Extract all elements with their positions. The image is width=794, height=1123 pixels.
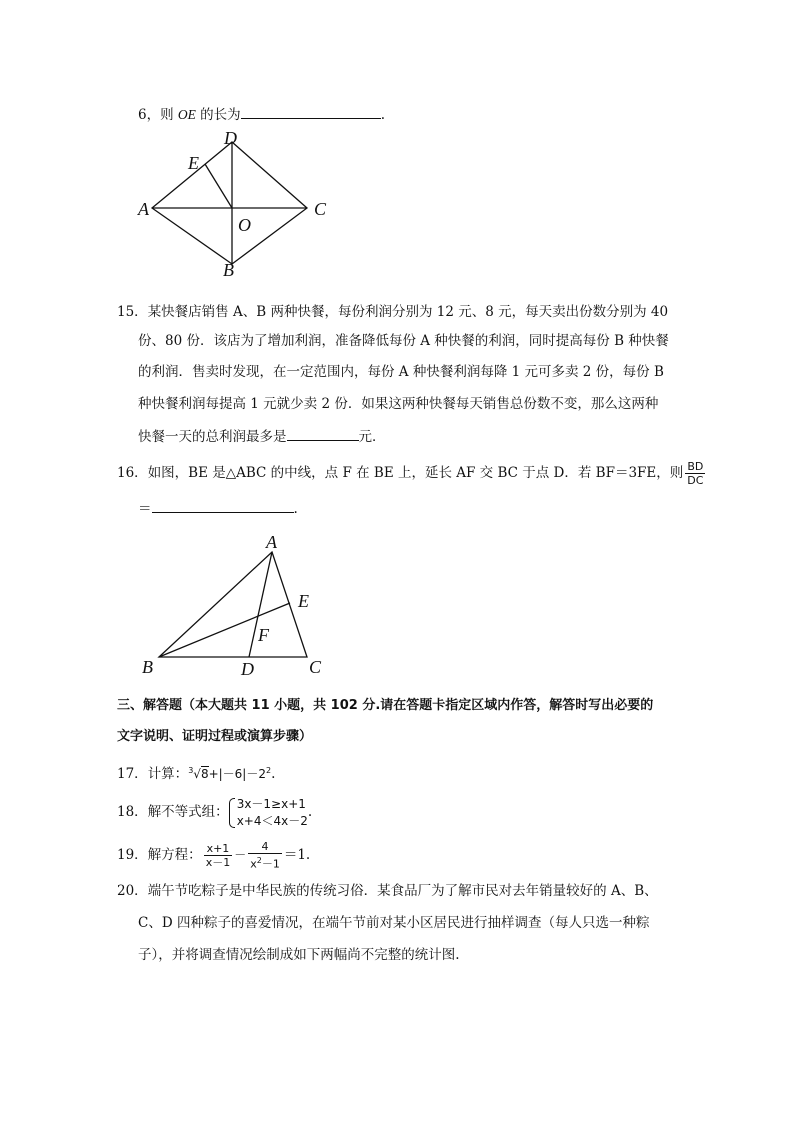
q19-number: 19． xyxy=(117,847,148,863)
q20-text-1: 端午节吃粽子是中华民族的传统习俗．某食品厂为了解市民对去年销量较好的 A、B、 xyxy=(147,883,658,899)
q17-end: . xyxy=(271,766,276,782)
q15-line-4 xyxy=(138,394,658,414)
q18-label: 解不等式组： xyxy=(147,804,229,820)
q16-ratio-fraction xyxy=(685,460,705,487)
q19-rhs: ＝1. xyxy=(283,847,311,863)
q17 xyxy=(117,761,275,784)
q20-text-2: C、D 四种粽子的喜爱情况，在端午节前对某小区居民进行抽样调查（每人只选一种粽 xyxy=(138,915,650,931)
fig1-label-e: E xyxy=(188,153,199,173)
q16-line-2 xyxy=(138,498,298,519)
q19-f1-den: x－1 xyxy=(205,856,231,869)
q14-answer-blank[interactable] xyxy=(241,104,381,119)
fig1-label-b: B xyxy=(223,260,234,276)
median-be xyxy=(159,603,290,657)
q17-power: 2 xyxy=(266,766,272,775)
q16-frac-num: BD xyxy=(685,460,705,474)
q17-rest: +|－6|－2 xyxy=(208,767,266,781)
q19-f2-den-var: x xyxy=(250,857,257,871)
figure-rhombus xyxy=(130,128,340,276)
fig2-label-c: C xyxy=(309,657,322,677)
q15-line-1 xyxy=(117,302,668,322)
fig1-label-d: D xyxy=(224,128,237,148)
q15-text-3: 的利润．售卖时发现，在一定范围内，每份 A 种快餐利润每降 1 元可多卖 2 份，每份 B xyxy=(138,364,664,380)
section3-heading-1 xyxy=(117,696,653,716)
q19-f2-num: 4 xyxy=(248,840,282,854)
fig2-label-b: B xyxy=(142,657,153,677)
q16-eq: ＝ xyxy=(138,501,152,517)
q15-text-4: 种快餐利润每提高 1 元就少卖 2 份．如果这两种快餐每天销售总份数不变，那么这两种 xyxy=(138,396,659,412)
segment-oe xyxy=(205,164,232,208)
section3-text-2: 文字说明、证明过程或演算步骤） xyxy=(117,729,313,744)
fig2-label-f: F xyxy=(258,625,269,645)
q15-answer-blank[interactable] xyxy=(287,426,359,441)
q16-text: 如图，BE 是△ABC 的中线，点 F 在 BE 上，延长 AF 交 BC 于点 D．若 BF＝3FE，则 xyxy=(147,465,684,481)
q18 xyxy=(117,793,312,831)
section3-text-1: 三、解答题（本大题共 11 小题，共 102 分.请在答题卡指定区域内作答，解答时写出必要的 xyxy=(117,698,654,713)
q18-end: . xyxy=(307,804,313,820)
q20-number: 20． xyxy=(117,883,148,899)
q19-fraction-2 xyxy=(248,840,282,871)
q20-line-2 xyxy=(138,913,649,933)
q16-line-1 xyxy=(117,460,707,487)
q17-number: 17． xyxy=(117,766,148,782)
q19 xyxy=(117,837,310,873)
q18-system xyxy=(229,796,308,830)
fig1-label-c: C xyxy=(314,199,327,219)
q14-var: OE xyxy=(177,107,196,122)
q18-row-2: x+4＜4x－2 xyxy=(236,813,308,828)
q18-number: 18． xyxy=(117,804,148,820)
q19-fraction-1 xyxy=(204,842,233,869)
q17-label: 计算： xyxy=(147,766,189,782)
q17-root-index: 3 xyxy=(188,766,194,775)
q16-answer-blank[interactable] xyxy=(152,498,294,513)
q15-last-prefix: 快餐一天的总利润最多是 xyxy=(138,429,287,445)
fig2-label-e: E xyxy=(298,591,309,611)
q14-prefix: 6，则 xyxy=(138,107,178,123)
q16-frac-den: DC xyxy=(687,474,704,487)
fig2-label-a: A xyxy=(266,532,277,552)
q15-text-2: 份、80 份．该店为了增加利润，准备降低每份 A 种快餐的利润，同时提高每份 B 种快餐 xyxy=(138,333,669,349)
section3-heading-2 xyxy=(117,727,312,747)
q20-text-3: 子），并将调查情况绘制成如下两幅尚不完整的统计图. xyxy=(138,947,460,963)
q17-expression xyxy=(188,767,271,781)
q15-line-5 xyxy=(138,426,386,447)
q18-row-1: 3x－1≥x+1 xyxy=(236,796,306,811)
q19-f2-den-tail: －1 xyxy=(261,857,280,871)
q19-label: 解方程： xyxy=(147,847,202,863)
figure-triangle xyxy=(135,532,335,680)
q16-end: . xyxy=(293,501,298,517)
fig1-label-o: O xyxy=(238,215,251,235)
q20-line-3 xyxy=(138,945,460,965)
q19-f2-pow: 2 xyxy=(256,856,262,866)
q19-minus: － xyxy=(234,848,247,862)
q15-text-1: 某快餐店销售 A、B 两种快餐，每份利润分别为 12 元、8 元，每天卖出份数分别为 40 xyxy=(147,304,669,320)
q16-number: 16． xyxy=(117,465,148,481)
q19-f2-den xyxy=(248,854,282,871)
radical-sign-icon: √ xyxy=(193,767,201,781)
q20-line-1 xyxy=(117,881,658,901)
q17-radicand: 8 xyxy=(200,767,209,781)
q14-tail xyxy=(138,104,385,125)
q14-end: . xyxy=(380,107,385,123)
fig2-label-d: D xyxy=(241,659,254,679)
q15-line-3 xyxy=(138,362,664,382)
q14-suffix: 的长为 xyxy=(195,107,241,123)
fig1-label-a: A xyxy=(138,199,149,219)
q15-last-suffix: 元． xyxy=(358,429,386,445)
q15-line-2 xyxy=(138,331,669,351)
q19-f1-num: x+1 xyxy=(204,842,233,856)
q15-number: 15． xyxy=(117,304,148,320)
